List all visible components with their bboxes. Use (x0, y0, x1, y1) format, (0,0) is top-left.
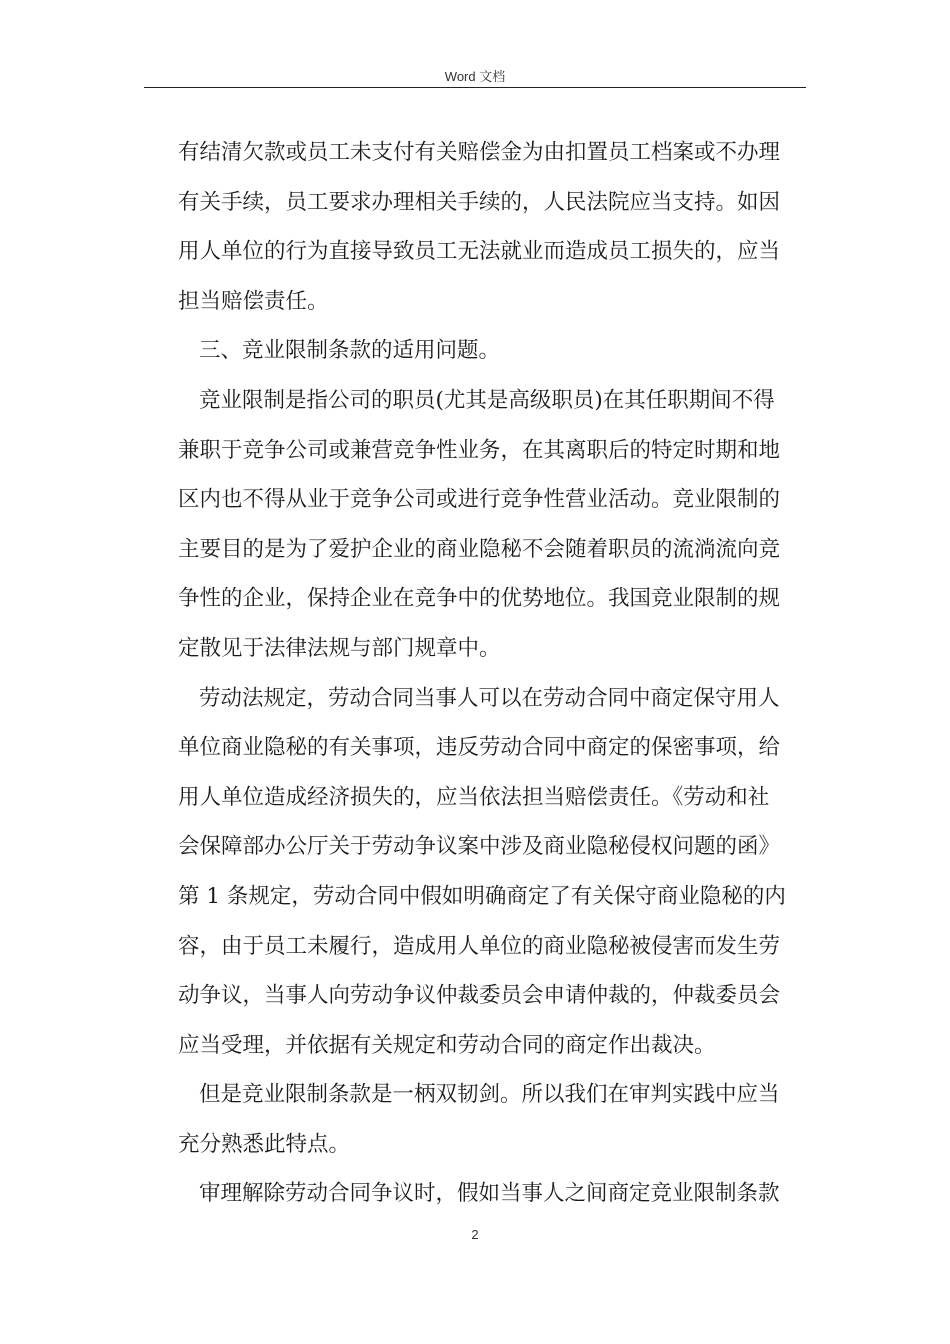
text-line: 第 1 条规定，劳动合同中假如明确商定了有关保守商业隐秘的内 (178, 883, 786, 909)
text-line: 用人单位的行为直接导致员工无法就业而造成员工损失的，应当 (178, 239, 781, 265)
text-line: 充分熟悉此特点。 (178, 1131, 351, 1157)
text-line: 单位商业隐秘的有关事项，违反劳动合同中商定的保密事项，给 (178, 735, 781, 761)
document-body (178, 128, 804, 1219)
text-line: 容，由于员工未履行，造成用人单位的商业隐秘被侵害而发生劳 (178, 933, 781, 959)
text-line: 主要目的是为了爱护企业的商业隐秘不会随着职员的流淌流向竞 (178, 536, 781, 562)
text-line: 用人单位造成经济损失的，应当依法担当赔偿责任。《劳动和社 (178, 784, 770, 810)
text-line: 劳动法规定，劳动合同当事人可以在劳动合同中商定保守用人 (199, 685, 780, 711)
text-line: 有关手续，员工要求办理相关手续的，人民法院应当支持。如因 (178, 189, 781, 215)
section-heading: 三、竞业限制条款的适用问题。 (199, 338, 501, 364)
text-line: 竞业限制是指公司的职员(尤其是高级职员)在其任职期间不得 (199, 387, 775, 413)
text-line: 定散见于法律法规与部门规章中。 (178, 635, 501, 661)
text-line: 会保障部办公厅关于劳动争议案中涉及商业隐秘侵权问题的函》 (178, 834, 781, 860)
text-line: 动争议，当事人向劳动争议仲裁委员会申请仲裁的，仲裁委员会 (178, 983, 781, 1009)
text-line: 区内也不得从业于竞争公司或进行竞争性营业活动。竞业限制的 (178, 487, 781, 513)
document-header: Word 文档 (444, 69, 506, 84)
header-divider (144, 87, 806, 88)
text-line: 兼职于竞争公司或兼营竞争性业务，在其离职后的特定时期和地 (178, 437, 781, 463)
text-line: 担当赔偿责任。 (178, 288, 329, 314)
text-line: 有结清欠款或员工未支付有关赔偿金为由扣置员工档案或不办理 (178, 140, 781, 165)
text-line: 审理解除劳动合同争议时，假如当事人之间商定竞业限制条款 (199, 1181, 780, 1207)
text-line: 但是竞业限制条款是一柄双韧剑。所以我们在审判实践中应当 (199, 1082, 780, 1108)
text-line: 争性的企业，保持企业在竞争中的优势地位。我国竞业限制的规 (178, 586, 781, 612)
page-number: 2 (471, 1227, 479, 1242)
text-line: 应当受理，并依据有关规定和劳动合同的商定作出裁决。 (178, 1032, 716, 1058)
